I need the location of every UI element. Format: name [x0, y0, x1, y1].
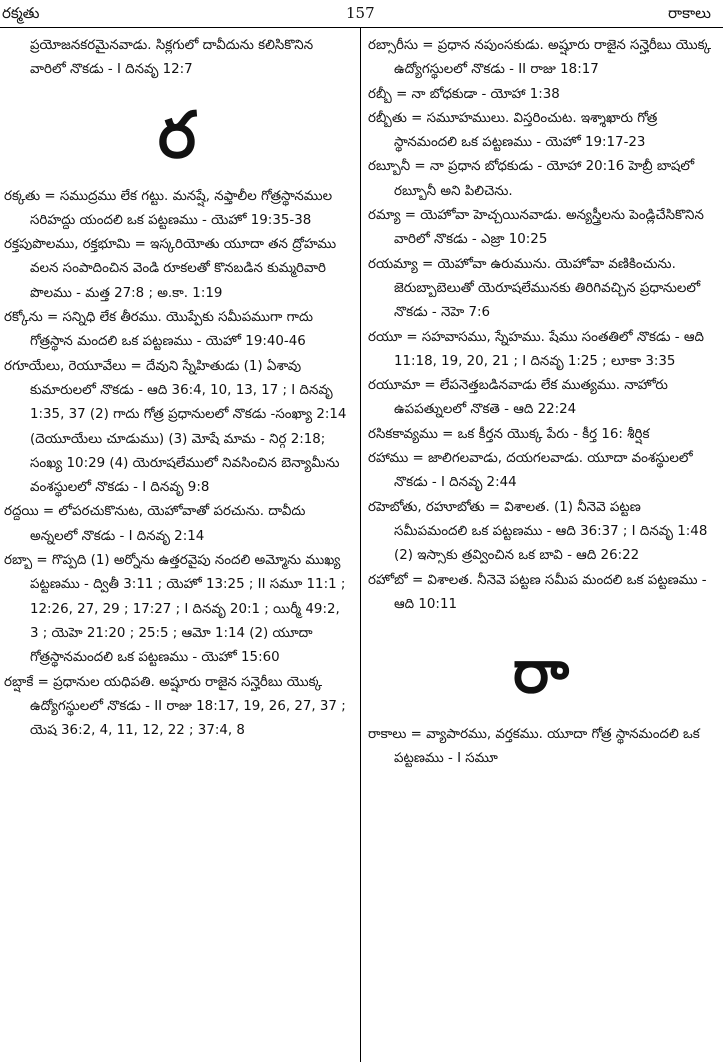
section-letter-ra: ర: [158, 97, 196, 173]
dictionary-entry: రహెబోతు, రహూబోతు = విశాలత. (1) నీనెవె పట్టణ సమీపమందలి ఒక పట్టణము - ఆది 36:37 ; I దినవృ 1:48 (2) ఇస్సాకు త్రవ్వించిన ఒక బావి - ఆది 26:22: [368, 499, 708, 564]
dictionary-entry: రయమ్యా = యెహోవా ఉరుమును. యెహోవా వణికించును. జెరుబ్బాబెలుతో యెరూషలేమునకు తిరిగివచ్చిన ప్రధానులలో నొకడు - నెహె 7:6: [368, 256, 701, 321]
page-number: 157: [346, 4, 375, 22]
dictionary-entry: రమ్యా = యెహోవా హెచ్చయినవాడు. అన్యస్త్రీలను పెండ్లిచేసికొనిన వారిలో నొకడు - ఎజ్రా 10:25: [368, 208, 704, 248]
dictionary-entry: రబ్బూనీ = నా ప్రధాన బోధకుడు - యోహా 20:16 హెబ్రీ బాషలో రబ్బూనీ అని పిలిచెను.: [368, 159, 695, 199]
dictionary-entry: రక్కోను = సన్నిధి లేక తీరము. యొప్పేకు సమీపముగా గాదు గోత్రస్థాన మందలి ఒక పట్టణము - యెహో 19:40-46: [4, 310, 314, 350]
dictionary-entry: రక్తపుపొలము, రక్తభూమి = ఇస్కరియోతు యూదా తన ద్రోహము వలన సంపాదించిన వెండి రూకలతో కొనబడిన కుమ్మరివారి పొలము - మత్త 27:8 ; అ.కా. 1:19: [4, 237, 337, 301]
dictionary-entry: రబ్బీతు = సమూహములు. విస్తరించుట. ఇశ్శాఖారు గోత్ర స్థానమందలి ఒక పట్టణము - యెహో 19:17-23: [368, 110, 658, 151]
running-head-left: రక్మతు: [2, 4, 40, 22]
dictionary-entry: రగూయేలు, రెయూవేలు = దేవుని స్నేహితుడు (1) ఏశావు కుమారులలో నొకడు - ఆది 36:4, 10, 13, 17 ; I దినవృ 1:35, 37 (2) గాదు గోత్ర ప్రధానులలో నొకడు -సంఖ్యా 2:14 (దెయూయేలు చూడుము) (3) మోషే మామ - నిర్గ 2:18; సంఖ్య 10:29 (4) యెరూషలేములో నివసించిన బెన్యామీను వంశస్థులలో నొకడు - I దినవృ 9:8: [4, 358, 347, 496]
column-divider: [360, 28, 361, 1062]
dictionary-entry: రయూమా = లేపనెత్తబడినవాడు లేక ముత్యము. నాహోరు ఉపపత్నులలో నొకతె - ఆది 22:24: [368, 378, 668, 418]
dictionary-entry: రాకాలు = వ్యాపారము, వర్తకము. యూదా గోత్ర స్థానమందలి ఒక పట్టణము - I సమూ: [368, 727, 700, 767]
continued-entry: ప్రయోజనకరమైనవాడు. సిక్లగులో దావీదును కలిసికొనిన వారిలో నొకడు - I దినవృ 12:7: [30, 38, 314, 78]
page-header: [0, 0, 723, 28]
running-head-right: రాకాలు: [668, 4, 711, 22]
dictionary-entry: రక్కతు = సముద్రము లేక గట్టు. మనష్షే, నఫ్తాలీల గోత్రస్థానముల సరిహద్దు యందలి ఒక పట్టణము - యెహో 19:35-38: [4, 188, 333, 228]
dictionary-entry: రయూ = సహవాసము, స్నేహము. షేము సంతతిలో నొకడు - ఆది 11:18, 19, 20, 21 ; I దినవృ 1:25 ; లూకా 3:35: [368, 329, 704, 369]
header-rule: [0, 27, 723, 28]
section-letter-raa: రా: [512, 637, 570, 708]
left-column: [4, 34, 350, 743]
dictionary-entry: రద్దయి = లోపరచుకొనుట, యెహోవాతో పరచును. దావీదు అన్నలలో నొకడు - I దినవృ 2:14: [4, 504, 306, 544]
dictionary-entry: రబ్షాకే = ప్రధానుల యధిపతి. అష్షూరు రాజైన సన్హెరీబు యొక్క ఉద్యోగస్థులలో నొకడు - II రాజు 18:17, 19, 26, 27, 37 ; యెష 36:2, 4, 11, 12, 22 ; 37:4, 8: [4, 674, 346, 739]
dictionary-entry: రహాము = జాలిగలవాడు, దయగలవాడు. యూదా వంశస్థులలో నొకడు - I దినవృ 2:44: [368, 451, 693, 491]
dictionary-entry: రహోబో = విశాలత. నీనెవె పట్టణ సమీప మందలి ఒక పట్టణము - ఆది 10:11: [368, 572, 707, 612]
dictionary-entry: రబ్బా = గొప్పది (1) అర్నోను ఉత్తరవైపు నందలి అమ్మోను ముఖ్య పట్టణము - ద్వితీ 3:11 ; యెహో 13:25 ; II సమూ 11:1 ; 12:26, 27, 29 ; 17:27 ; I దినవృ 20:1 ; యిర్మీ 49:2, 3 ; యెహె 21:20 ; 25:5 ; ఆమో 1:14 (2) యూదా గోత్రస్థానమందలి ఒక పట్టణము - యెహో 15:60: [4, 553, 346, 666]
dictionary-entry: రబ్బీ = నా బోధకుడా - యోహా 1:38: [368, 86, 560, 102]
dictionary-entry: రబ్సారీసు = ప్రధాన నపుంసకుడు. అష్షూరు రాజైన సన్హెరీబు యొక్క ఉద్యోగస్థులలో నొకడు - II రాజు 18:17: [368, 38, 712, 78]
dictionary-entry: రసికకావ్యము = ఒక కీర్తన యొక్క పేరు - కీర్త 16: శీర్షిక: [368, 426, 650, 442]
right-column: [368, 34, 714, 772]
